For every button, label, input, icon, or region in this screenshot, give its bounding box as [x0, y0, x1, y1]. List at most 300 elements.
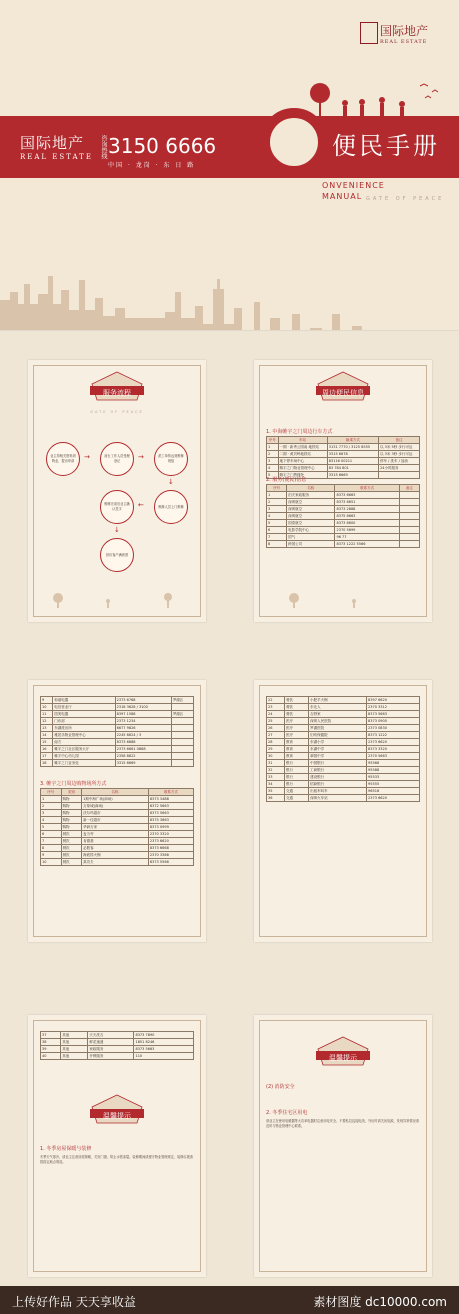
table-row [41, 753, 194, 760]
table-cell: 餐饮 [61, 831, 82, 838]
table-cell: 购物 [61, 824, 82, 831]
table-cell: 8372 5663 [148, 803, 193, 810]
table-cell: 12 [41, 718, 53, 725]
table-row [41, 739, 194, 746]
table-cell: 8373 6888 [115, 739, 171, 746]
table-row [41, 697, 194, 704]
table-cell: 国美电器 [53, 711, 115, 718]
table-cell: 餐饮 [61, 859, 82, 866]
table-cell: 交通 [285, 788, 309, 795]
table-row [267, 697, 420, 704]
table-cell: 8373 6600 [335, 520, 399, 527]
table-cell: 购物 [61, 817, 82, 824]
table-cell: 2373 6620 [367, 795, 420, 802]
table-cell: 以 3米 3秒 步行可达 [379, 451, 420, 458]
table-row [267, 746, 420, 753]
brand-logo-band [20, 132, 93, 161]
table-cell: 2318 3628 / 3100 [115, 704, 171, 711]
table-cell: 银行 [285, 760, 309, 767]
info-table-1 [266, 436, 420, 479]
table-row [267, 451, 420, 458]
arrow-down-icon: ↓ [168, 478, 174, 486]
tips-right-section-2: 2. 冬季住宅区用电 [266, 1110, 308, 1116]
table-row [267, 788, 420, 795]
info-section-2-title: 2. 服务(便民)信息 [266, 477, 307, 483]
table-cell: 34 [267, 781, 285, 788]
table-cell: 深圳火车站 [309, 795, 367, 802]
table-cell: 吉野家 [309, 711, 367, 718]
watermark-right-text: 素材图度 dc10000.com [313, 1295, 447, 1309]
table-cell: 开锁服务 [88, 1053, 134, 1060]
table-cell: 餐饮 [285, 711, 309, 718]
table-row [41, 845, 194, 852]
table-cell: 7 [267, 534, 287, 541]
flow-step-3: 派工单传达到维修班组 [154, 442, 188, 476]
table-cell: 购物 [61, 810, 82, 817]
table-cell: 95588 [367, 767, 420, 774]
table-cell: 31 [267, 760, 285, 767]
table-cell: 2373 1234 [115, 718, 171, 725]
table-cell: 2373 6620 [367, 739, 420, 746]
table-cell [399, 499, 419, 506]
table-header-cell: 名称 [287, 485, 335, 492]
table-cell: 1 [267, 444, 279, 451]
table-row [41, 859, 194, 866]
table-row [267, 704, 420, 711]
tips-right-section-1: (2) 消防安全 [266, 1084, 295, 1090]
footer-silhouette-icon [264, 592, 422, 608]
shopping-section-title: 3. 帷宇之门周边购物场所方式 [40, 781, 107, 787]
flow-gate-tagline: GATE OF PEACE [90, 410, 144, 414]
table-row [267, 732, 420, 739]
list-page-right [254, 680, 432, 942]
table-cell: 2370 5663 [367, 753, 420, 760]
table-cell [171, 760, 193, 767]
table-row [267, 520, 420, 527]
table-cell: 8373 1222 5566 [335, 541, 399, 548]
table-row [267, 444, 420, 451]
table-row [267, 753, 420, 760]
table-cell: 29 [267, 746, 285, 753]
table-cell: 交通 [285, 795, 309, 802]
table-cell: 36 [267, 795, 285, 802]
table-header-cell: 序号 [41, 789, 62, 796]
tips-section-title: 1. 冬季房屋保暖与装修 [40, 1146, 92, 1152]
table-cell: 东湖派出所 [53, 725, 115, 732]
table-cell: 3 [41, 810, 62, 817]
table-cell: 95566 [367, 760, 420, 767]
table-cell [171, 732, 193, 739]
table-cell: 鲜花速递 [88, 1039, 134, 1046]
service-table-top [40, 696, 194, 767]
table-cell: 1期中海广场(商场) [82, 796, 149, 803]
table-row [41, 732, 194, 739]
table-cell: 8373 5663 [367, 711, 420, 718]
arrow-right-icon: → [84, 453, 90, 461]
table-cell: 罗湖医院 [309, 725, 367, 732]
brand-logo-top [380, 22, 428, 45]
table-header-cell: 联系方式 [335, 485, 399, 492]
table-cell: 医疗 [285, 732, 309, 739]
table-cell: 8375 6663 [335, 513, 399, 520]
table-cell: 3131 7770 / 3125 6555 [327, 444, 378, 451]
arrow-left-icon: ← [138, 501, 144, 509]
title-en-line2: MANUAL [322, 192, 363, 201]
table-row [267, 527, 420, 534]
table-cell: 银行 [285, 774, 309, 781]
table-cell: 餐饮 [61, 852, 82, 859]
table-cell: 9 [41, 697, 53, 704]
tips-page-left [28, 1015, 206, 1277]
table-cell: 8373 2888 [335, 506, 399, 513]
table-cell: 8373 6663 [335, 492, 399, 499]
table-cell: 教育 [285, 753, 309, 760]
table-cell: 小肥羊火锅 [309, 697, 367, 704]
table-cell: 1 [267, 492, 287, 499]
table-cell [171, 725, 193, 732]
table-header-cell: 序号 [267, 485, 287, 492]
table-row [41, 817, 194, 824]
table-cell: 6 [41, 831, 62, 838]
table-cell: 餐饮 [285, 704, 309, 711]
table-cell: 8373 5663 [148, 810, 193, 817]
flow-step-5: 维修完成后业主确认签字 [100, 490, 134, 524]
table-cell: 深圳人民医院 [309, 718, 367, 725]
table-cell: 3 [267, 458, 279, 465]
table-cell: 银行 [285, 767, 309, 774]
table-cell: 停车 / 洗车 / 加油 [379, 458, 420, 465]
service-flow-page [28, 360, 206, 622]
table-cell: 银行 [285, 781, 309, 788]
table-cell: 罗湖区 [171, 697, 193, 704]
table-cell: 东湖小学 [309, 739, 367, 746]
table-row [267, 499, 420, 506]
table-cell: 地下停车场中心 [278, 458, 327, 465]
table-cell: 96516 [367, 788, 420, 795]
silhouette-tree-people-icon [300, 78, 450, 118]
table-cell: 天天洗衣 [88, 1032, 134, 1039]
table-cell: 真功夫 [82, 859, 149, 866]
table-cell: 5 [267, 520, 287, 527]
table-cell: 其他 [61, 1032, 88, 1039]
table-cell: 3315 6669 [115, 760, 171, 767]
table-cell: 购物 [61, 803, 82, 810]
arrow-right-icon: → [138, 453, 144, 461]
table-cell: 4 [267, 513, 287, 520]
table-cell [399, 492, 419, 499]
table-cell: 2373 6620 [148, 838, 193, 845]
table-cell: 40 [41, 1053, 61, 1060]
table-cell: 餐饮 [61, 838, 82, 845]
table-cell: 8373 1222 [367, 732, 420, 739]
table-header-cell: 联系方式 [148, 789, 193, 796]
table-cell: 3 [267, 506, 287, 513]
table-cell: 翠园中学 [309, 753, 367, 760]
table-cell: 华润万家 [82, 824, 149, 831]
table-cell: 13 [41, 725, 53, 732]
flow-badge-title: 服务流程 [103, 389, 131, 397]
table-cell: 工商银行 [309, 767, 367, 774]
table-row [267, 513, 420, 520]
table-cell: 以 3米 5秒 步行可达 [379, 444, 420, 451]
table-row [41, 1032, 194, 1039]
tips-badge-title: 温馨提示 [103, 1112, 131, 1120]
table-cell: 泊夫家政服务 [287, 492, 335, 499]
arrow-down-icon: ↓ [114, 526, 120, 534]
address-line: 中国 · 龙岗 · 东 日 路 [108, 162, 196, 169]
table-cell [379, 472, 420, 479]
info-table-2 [266, 484, 420, 548]
band-brand-cn: 国际地产 [20, 134, 85, 152]
brand-name-cn: 国际地产 [380, 24, 429, 38]
flow-step-6: 回访客户满意度 [100, 538, 134, 572]
table-cell: 8373 0900 [367, 718, 420, 725]
table-cell: 4 [41, 817, 62, 824]
table-cell: 6677 9826 [115, 725, 171, 732]
info-badge-title: 周边便民信息 [322, 389, 364, 397]
table-cell: 其他 [61, 1053, 88, 1060]
building-logo-icon [360, 22, 378, 44]
table-cell [399, 520, 419, 527]
table-cell: 深圳航空 [287, 506, 335, 513]
table-row [267, 541, 420, 548]
table-header-cell: 序号 [267, 437, 279, 444]
table-cell [171, 746, 193, 753]
table-cell [399, 527, 419, 534]
flow-step-1: 业主持相关资料到物业，提出申请 [46, 442, 80, 476]
table-cell: 餐饮 [61, 845, 82, 852]
info-section-1-title: 1. 中海帷宇之门周边行车方式 [266, 429, 333, 435]
table-row [41, 704, 194, 711]
table-row [41, 803, 194, 810]
table-cell: 电影学院中心 [287, 527, 335, 534]
table-cell: 2 [41, 803, 62, 810]
table-cell: 深圳航空 [287, 513, 335, 520]
table-cell: 37 [41, 1032, 61, 1039]
table-cell: 帷宇之门社区服务大厅 [53, 746, 115, 753]
city-skyline-icon [0, 250, 459, 330]
table-cell: 2370 3312 [367, 704, 420, 711]
table-cell: 16 [41, 746, 53, 753]
table-cell: 招商银行 [309, 781, 367, 788]
table-cell: 购物 [61, 796, 82, 803]
table-row [267, 725, 420, 732]
table-header-cell: 车站 [278, 437, 327, 444]
table-row [41, 831, 194, 838]
table-cell: 8 [41, 845, 62, 852]
table-header-cell: 换乘方式 [327, 437, 378, 444]
table-row [267, 767, 420, 774]
table-cell: 妇幼保健院 [309, 732, 367, 739]
table-cell: 38 [41, 1039, 61, 1046]
table-cell: 2 [267, 499, 287, 506]
table-cell: 8397 6620 [367, 697, 420, 704]
table-cell: 教育 [285, 739, 309, 746]
table-cell: 7 [41, 838, 62, 845]
table-cell: 和谐电器 [53, 697, 115, 704]
table-cell: 5 [41, 824, 62, 831]
table-cell: 28 [267, 739, 285, 746]
table-cell: 8373 3488 [148, 796, 193, 803]
table-cell: 2373 0830 [367, 725, 420, 732]
table-row [41, 1039, 194, 1046]
footer-silhouette-icon [38, 592, 196, 608]
table-cell [171, 739, 193, 746]
phone-number: 3150 6666 [108, 134, 217, 158]
table-cell: 必胜客 [82, 845, 149, 852]
table-cell: 沃尔玛超市 [82, 810, 149, 817]
table-cell [171, 753, 193, 760]
nearby-info-page [254, 360, 432, 622]
others-table [40, 1031, 194, 1060]
table-row [41, 852, 194, 859]
table-row [41, 760, 194, 767]
gate-tagline: GATE OF PEACE [366, 196, 445, 202]
table-cell: 建设银行 [309, 774, 367, 781]
table-row [267, 774, 420, 781]
table-cell: 26 [267, 725, 285, 732]
table-cell: 新一佳超市 [82, 817, 149, 824]
table-cell: 一期 · 新秀公园南 地铁站 [278, 444, 327, 451]
table-row [41, 746, 194, 753]
table-cell: 8373 6651 [335, 499, 399, 506]
table-cell: 10 [41, 859, 62, 866]
table-cell: 餐饮 [285, 697, 309, 704]
table-row [41, 725, 194, 732]
cover-page [0, 0, 459, 330]
table-cell: 8373 5663 [134, 1046, 194, 1053]
table-cell: 医疗 [285, 725, 309, 732]
band-brand-en: REAL ESTATE [20, 153, 93, 161]
table-cell: 2370 3320 [148, 831, 193, 838]
table-row [267, 760, 420, 767]
table-row [41, 711, 194, 718]
table-cell: 95533 [367, 774, 420, 781]
table-row [267, 534, 420, 541]
table-cell: 麦当劳 [82, 831, 149, 838]
flow-step-2: 前台工作人员受理登记 [100, 442, 134, 476]
shopping-table [40, 788, 194, 866]
table-header-cell: 名称 [82, 789, 149, 796]
table-cell: 帷宇之门业务处 [53, 760, 115, 767]
table-cell: 海底捞火锅 [82, 852, 149, 859]
table-cell: 1851 8246 [134, 1039, 194, 1046]
table-cell: 17 [41, 753, 53, 760]
table-cell: 出租车叫车 [309, 788, 367, 795]
table-row [41, 810, 194, 817]
table-cell: 2373 6768 [115, 697, 171, 704]
table-row [41, 718, 194, 725]
table-cell: 33 [267, 774, 285, 781]
table-cell: 门诊部 [53, 718, 115, 725]
table-cell: 27 [267, 732, 285, 739]
table-row [41, 1046, 194, 1053]
table-cell: 32 [267, 767, 285, 774]
table-cell: 14 [41, 732, 53, 739]
table-cell: 帷宇之门售楼处 [278, 472, 327, 479]
table-cell: 6 [267, 527, 287, 534]
table-header-cell: 类别 [61, 789, 82, 796]
table-cell: 9 [41, 852, 62, 859]
table-cell: 95555 [367, 781, 420, 788]
table-cell [171, 704, 193, 711]
table-row [267, 795, 420, 802]
table-cell: 中国银行 [309, 760, 367, 767]
table-cell: 2370 5699 [335, 527, 399, 534]
table-cell: 罗湖区 [171, 711, 193, 718]
table-cell: 跨国公司 [287, 541, 335, 548]
tips-right-badge-title: 温馨提示 [329, 1054, 357, 1062]
tips-body-text: 冬季天气寒冷，请业主注意房屋保暖，关好门窗，防止水管冻裂。装修期间请遵守物业管理规定，装修垃圾请按指定地点堆放。 [40, 1155, 193, 1164]
table-header-cell: 备注 [399, 485, 419, 492]
table-cell: 8 [267, 541, 287, 548]
table-cell: 国泰航空 [287, 520, 335, 527]
table-cell: 雅居乐物业管理中心 [53, 732, 115, 739]
table-cell: 8373 5566 [148, 859, 193, 866]
table-cell: 其他 [61, 1046, 88, 1053]
table-cell: 96 77 [335, 534, 399, 541]
table-row [41, 838, 194, 845]
table-cell: 110 [134, 1053, 194, 1060]
manual-title-cn: 便民手册 [332, 132, 440, 160]
table-cell: 教育 [285, 746, 309, 753]
table-cell: 8373 0999 [148, 824, 193, 831]
table-row [41, 796, 194, 803]
table-cell: 83 784 801 [327, 465, 378, 472]
table-cell: 24 [267, 711, 285, 718]
table-cell: 23 [267, 704, 285, 711]
table-cell: 3315 6669 [327, 472, 378, 479]
tips-page-right [254, 1015, 432, 1277]
brand-name-en: REAL ESTATE [380, 39, 428, 45]
table-row [267, 506, 420, 513]
table-cell: 2 [267, 451, 279, 458]
table-cell: 电信营业厅 [53, 704, 115, 711]
table-row [267, 718, 420, 725]
facility-table [266, 696, 420, 802]
table-cell: 83116 00211 [327, 458, 378, 465]
list-page-left [28, 680, 206, 942]
table-cell: 8373 3320 [367, 746, 420, 753]
table-cell [399, 541, 419, 548]
table-row [267, 711, 420, 718]
table-cell: 22 [267, 697, 285, 704]
table-cell: 国气 [287, 534, 335, 541]
table-row [41, 1053, 194, 1060]
table-cell: 24小时服务 [379, 465, 420, 472]
table-cell: 30 [267, 753, 285, 760]
table-row [267, 781, 420, 788]
title-en-line1: ONVENIENCE [322, 181, 385, 190]
table-cell: 医疗 [285, 718, 309, 725]
table-cell: 深圳航空 [287, 499, 335, 506]
table-row [267, 739, 420, 746]
table-cell: 万象城(商场) [82, 803, 149, 810]
table-cell: 帷宇中心幼儿园 [53, 753, 115, 760]
table-cell: 11 [41, 711, 53, 718]
table-cell: 8397 1588 [115, 711, 171, 718]
table-cell: 1 [41, 796, 62, 803]
table-cell: 二期 · 黄贝岭地铁站 [278, 451, 327, 458]
table-row [267, 458, 420, 465]
table-cell: 家政服务 [88, 1046, 134, 1053]
table-cell: 4 [267, 465, 279, 472]
table-cell: 39 [41, 1046, 61, 1053]
table-cell: 8373 7890 [134, 1032, 194, 1039]
table-cell: 东湖中学 [309, 746, 367, 753]
table-cell: 5 [267, 472, 279, 479]
table-cell: 2358 8822 [115, 753, 171, 760]
